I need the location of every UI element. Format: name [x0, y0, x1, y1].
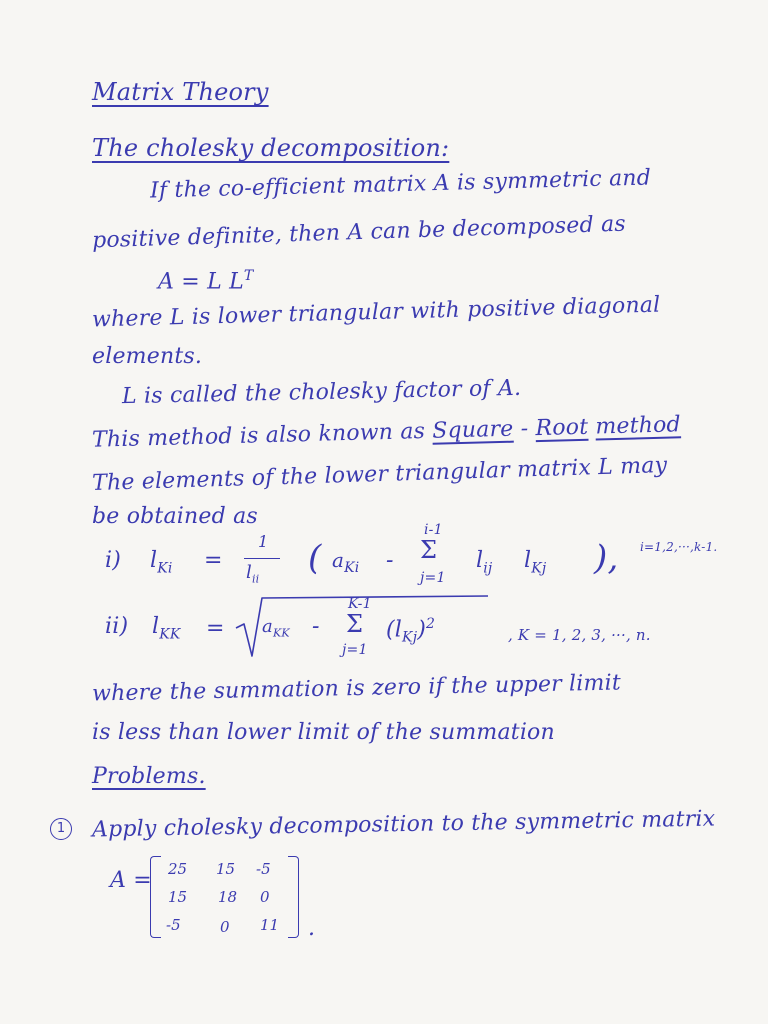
matrix-cell: 11: [260, 916, 280, 934]
matrix-cell: -5: [166, 916, 181, 934]
matrix-cell: 15: [168, 888, 188, 906]
matrix-cell: -5: [256, 860, 271, 878]
page-title: Matrix Theory: [92, 78, 269, 106]
method-name-line: This method is also known as Square - Root method: [91, 412, 682, 453]
matrix-cell: 15: [216, 860, 236, 878]
definition-line-2: positive definite, then A can be decomposed as: [91, 211, 627, 254]
summation-note-line-1: where the summation is zero if the upper limit: [91, 670, 622, 707]
cholesky-factor-line: L is called the cholesky factor of A.: [121, 375, 522, 410]
summation-note-line-2: is less than lower limit of the summation: [92, 720, 555, 745]
definition-line-1: If the co-efficient matrix A is symmetric and: [149, 165, 652, 204]
lower-triangular-line-2: elements.: [92, 344, 203, 369]
problem-number: 1: [50, 818, 72, 840]
section-heading: The cholesky decomposition:: [92, 134, 450, 162]
problems-heading: Problems.: [92, 764, 206, 789]
problem-statement: Apply cholesky decomposition to the symmetric matrix: [91, 806, 716, 843]
matrix-cell: 25: [168, 860, 188, 878]
matrix-cell: 0: [260, 888, 270, 906]
lower-triangular-line-1: where L is lower triangular with positive diagonal: [91, 292, 661, 333]
matrix-cell: 0: [220, 918, 230, 936]
decomposition-equation: A = L $L^T$: [158, 268, 254, 295]
matrix-cell: 18: [218, 888, 238, 906]
elements-line-2: be obtained as: [92, 504, 258, 529]
elements-line-1: The elements of the lower triangular matrix L may: [91, 452, 668, 497]
handwritten-page: Matrix Theory The cholesky decomposition: If the co-efficient matrix A is symmetric and positive definite, then A can be decomposed as A = L $L^T$ where L is lower triangular with positive diagonal elements. L is called the cholesky factor of A. This method is also known as Square - Root method The elements of the lower triangular matrix L may be obtained as i) $l_{Ki}$ = 1 $l_{ii}$ ( $a_{Ki}$ - i-1 Σ j=1 $l_{ij}$ $l_{Kj}$ ), i=1,2,···,k-1. ii) $l_{KK}$ = $a_{KK}$ - K-1 Σ j=1 $(l_{Kj})^2$ , K = 1, 2, 3, ···, n. where the summation is zero if the upper limit is less than lower limit of the summation Problems. 1 Apply cholesky decomposition to the symmetric matrix A = 25 15 -5 15 18 0 -5 0 11 .: [0, 0, 768, 1024]
